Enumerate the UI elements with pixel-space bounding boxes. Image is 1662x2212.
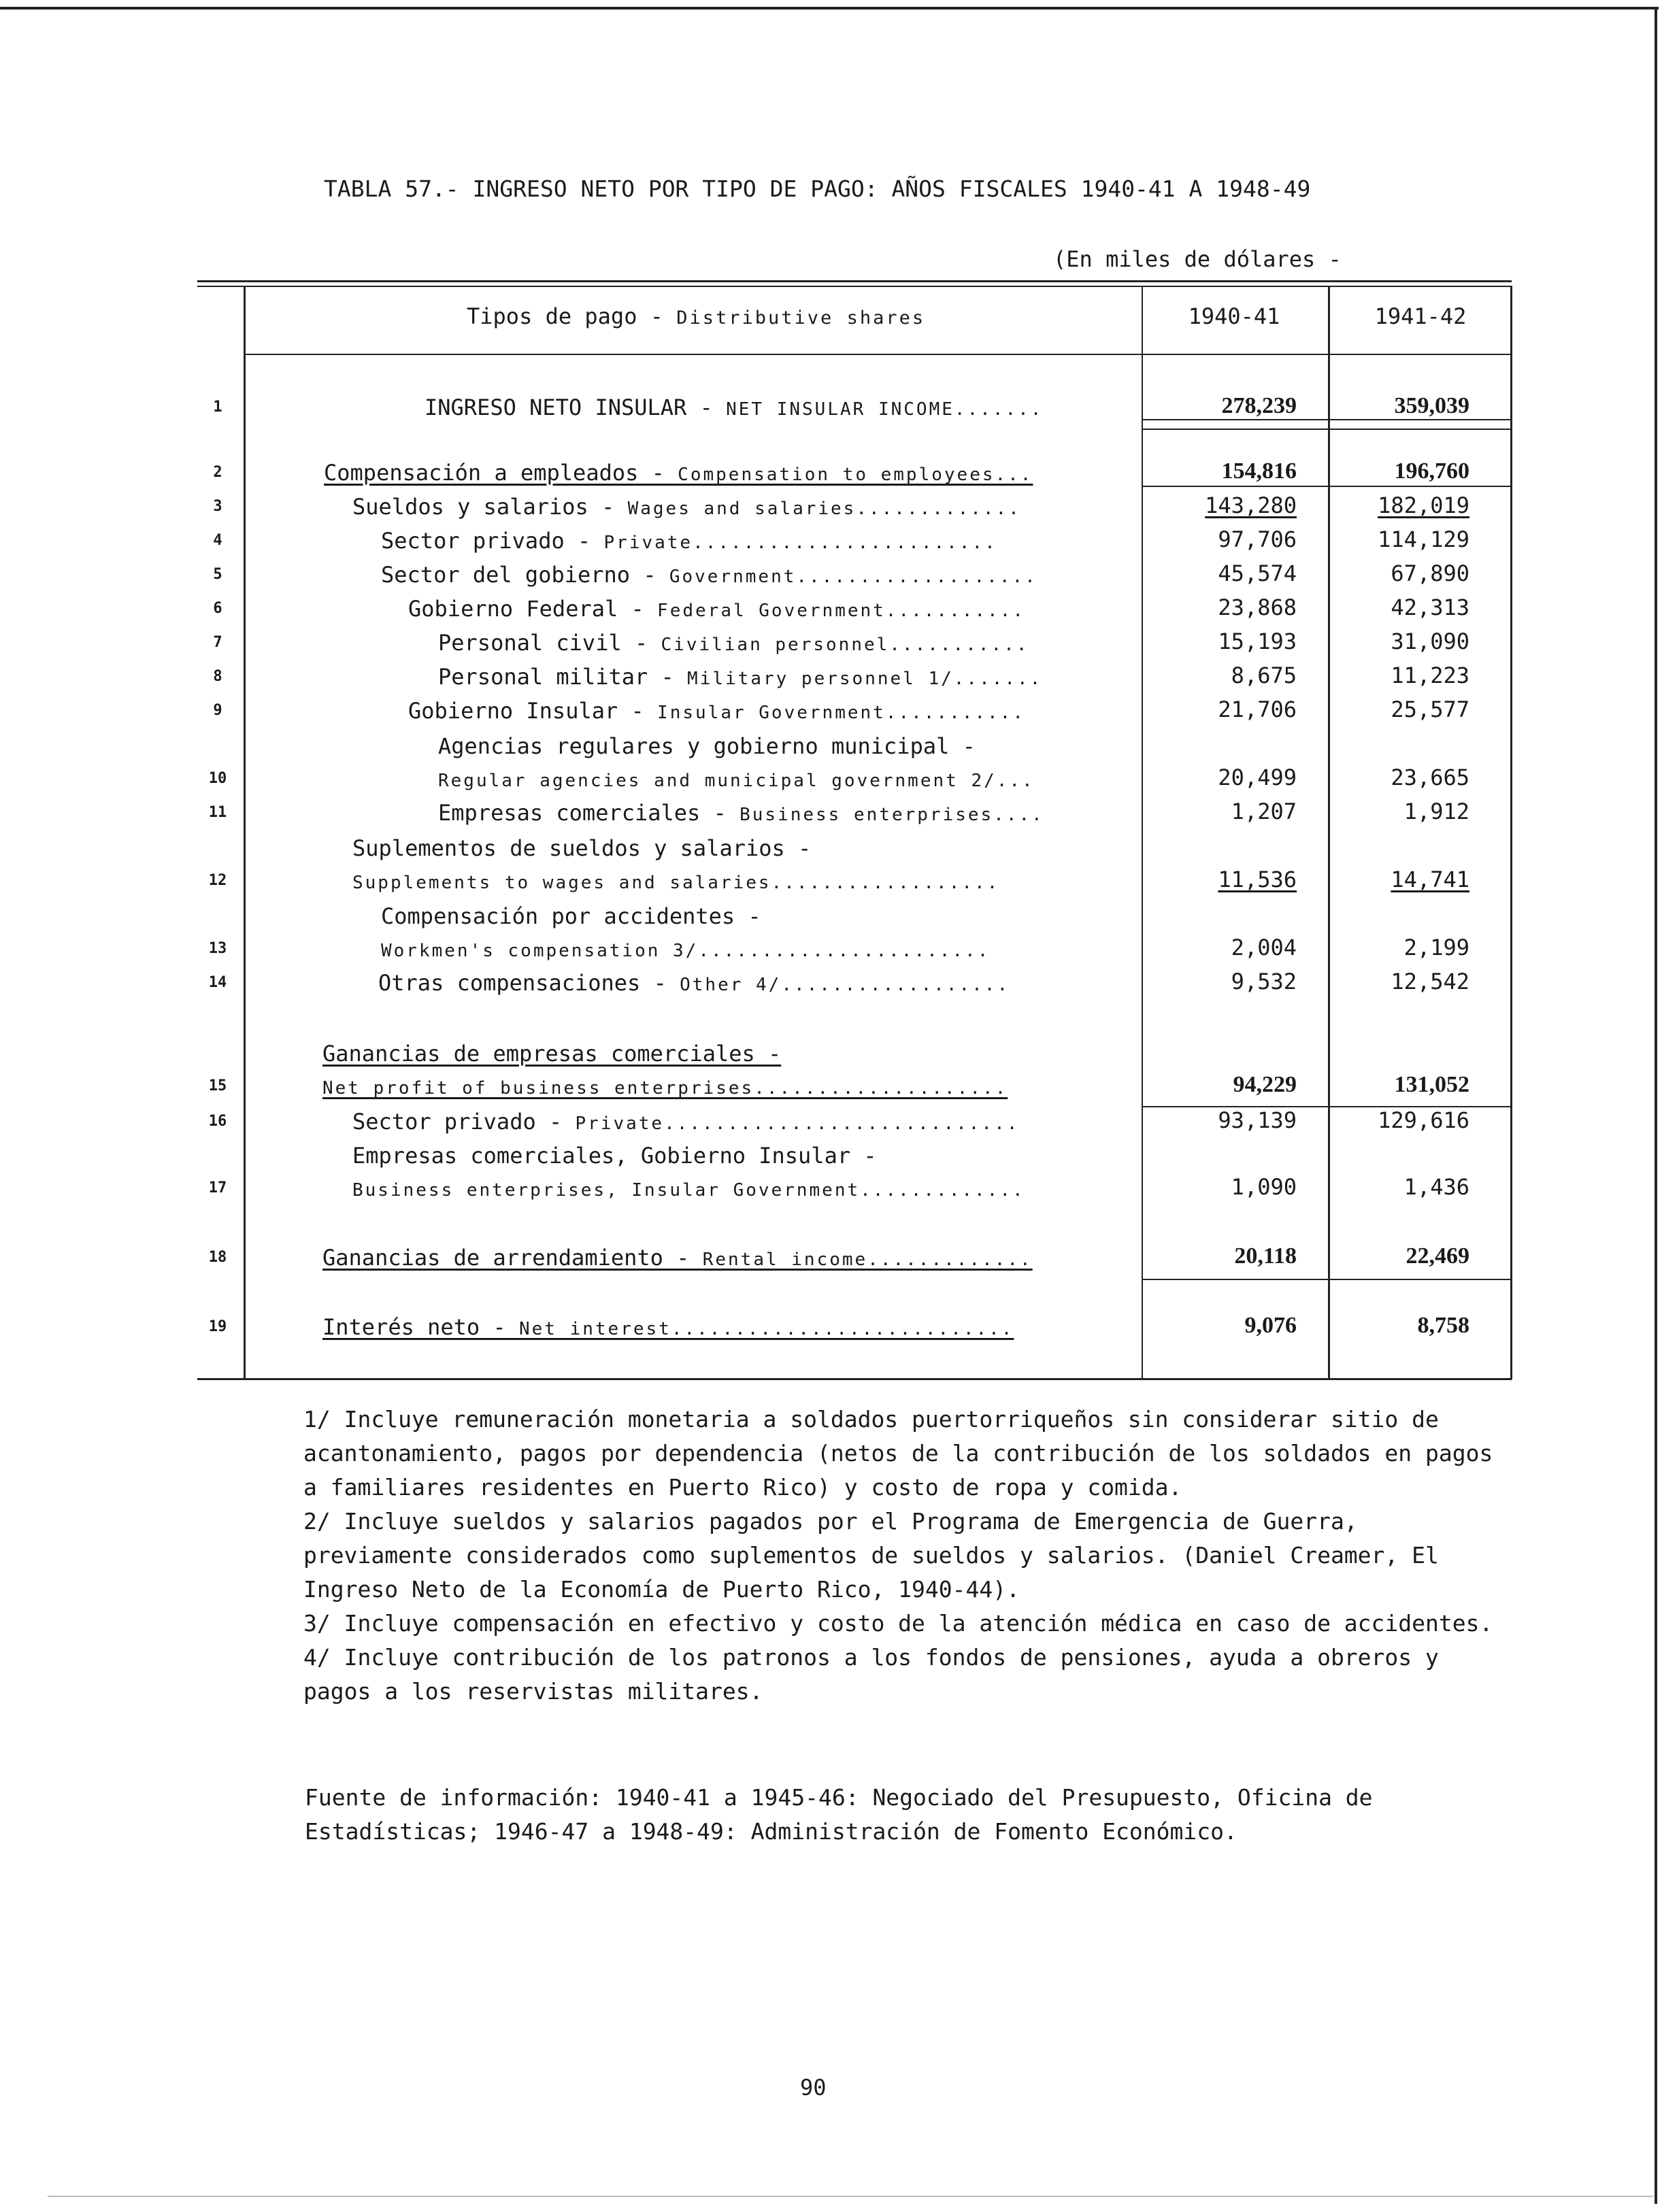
row-label-en: Other 4/.................. [680, 975, 1010, 995]
row-label-es: Agencias regulares y gobierno municipal - [438, 733, 976, 759]
row-value-1941: 11,223 [1391, 663, 1469, 688]
row-label [438, 664, 1042, 690]
row-number: 9 [213, 702, 222, 719]
row-label [352, 1143, 877, 1169]
units-note: (En miles de dólares - [1053, 246, 1342, 272]
row-value-1940: 278,239 [1221, 393, 1297, 418]
row-value-1940: 143,280 [1205, 492, 1297, 518]
col2-left-line [1328, 286, 1330, 1379]
row-label-en: Business enterprises.... [739, 805, 1044, 825]
row-label-en: Business enterprises, Insular Government............. [352, 1180, 1025, 1201]
row-label-en: NET INSULAR INCOME....... [726, 399, 1044, 420]
row-value-1940: 9,532 [1231, 969, 1297, 994]
row-value-1940: 20,499 [1218, 765, 1297, 790]
row-value-1941: 22,469 [1406, 1243, 1469, 1269]
row-label [322, 1041, 781, 1067]
row-label-es: Sueldos y salarios - [352, 494, 628, 520]
row-label [378, 970, 1010, 996]
row-label-en: Workmen's compensation 3/....................... [381, 941, 991, 961]
row-value-1940: 1,207 [1231, 799, 1297, 824]
row-label [352, 868, 999, 894]
row-label-en: Supplements to wages and salaries.................. [352, 873, 1000, 893]
row-label-es: Sector del gobierno - [381, 562, 669, 588]
row-label-es: Ganancias de arrendamiento - [322, 1245, 703, 1271]
row-label-en: Insular Government........... [657, 703, 1025, 723]
row-value-1940: 97,706 [1218, 526, 1297, 552]
col1-left-line [1142, 286, 1143, 1379]
row-number: 2 [213, 464, 222, 481]
row-value-1941: 31,090 [1391, 629, 1469, 654]
row-label [438, 630, 1029, 656]
header-year-2: 1941-42 [1374, 303, 1467, 329]
page-border-right [1655, 7, 1657, 2204]
row-value-1941: 359,039 [1394, 393, 1469, 418]
row-label-es: Compensación por accidentes - [381, 903, 761, 929]
row-label-es: Interés neto - [322, 1314, 519, 1340]
row-label-en: Government................... [669, 567, 1037, 587]
row-label-es: Empresas comerciales - [438, 800, 740, 826]
page-border-top [0, 7, 1659, 10]
row-label-en: Federal Government........... [657, 601, 1025, 621]
row-label [408, 596, 1025, 622]
row-value-1941: 131,052 [1394, 1072, 1469, 1097]
row-label [322, 1245, 1033, 1271]
row-value-1940: 1,090 [1231, 1174, 1297, 1200]
row-label-es: Empresas comerciales, Gobierno Insular - [352, 1143, 877, 1169]
source-note: Fuente de información: 1940-41 a 1945-46: Negociado del Presupuesto, Oficina de Estadísticas; 1946-47 a 1948-49: Administración de Fomento Económico. [305, 1784, 1373, 1845]
row2-underline [1143, 486, 1512, 487]
row-value-1940: 20,118 [1234, 1243, 1297, 1269]
row-number: 1 [213, 399, 222, 416]
row-label [381, 936, 990, 962]
footnote-4: 4/ Incluye contribución de los patronos a los fondos de pensiones, ayuda a obreros y pagos a los reservistas militares. [303, 1644, 1439, 1705]
row-value-1941: 2,199 [1403, 935, 1469, 960]
row-label [408, 698, 1025, 724]
row-label-en: Civilian personnel........... [661, 635, 1029, 655]
row-label-es: Compensación a empleados - [324, 460, 678, 486]
row-label [352, 1109, 1019, 1135]
row-number: 4 [213, 532, 222, 549]
row-value-1940: 8,675 [1231, 663, 1297, 688]
row-number: 15 [208, 1077, 227, 1094]
row-number: 8 [213, 668, 222, 685]
row-number: 18 [208, 1249, 227, 1266]
col2-right-line [1510, 286, 1512, 1379]
row-label-es: Gobierno Insular - [408, 698, 658, 724]
footnote-2: 2/ Incluye sueldos y salarios pagados por el Programa de Emergencia de Guerra, previamente considerados como suplementos de sueldos y salarios. (Daniel Creamer, El Ingreso Neto de la Economía de Puerto Rico, 1940-44). [303, 1508, 1439, 1603]
row-label-es: INGRESO NETO INSULAR - [425, 395, 727, 420]
row-label-en: Net profit of business enterprises.................... [322, 1078, 1008, 1099]
row-value-1941: 67,890 [1391, 560, 1469, 586]
row-label-es: Sector privado - [352, 1109, 576, 1135]
row1-underline-a [1143, 419, 1512, 420]
row-label-es: Personal civil - [438, 630, 661, 656]
row-number: 17 [208, 1179, 227, 1196]
row-value-1941: 1,912 [1403, 799, 1469, 824]
header-year-1: 1940-41 [1188, 303, 1280, 329]
row-label-en: Regular agencies and municipal government 2/... [438, 771, 1035, 791]
row-number: 19 [208, 1318, 227, 1335]
table-top-line-2 [197, 286, 1512, 287]
header-label-es: Tipos de pago - [467, 303, 677, 329]
row-number: 16 [208, 1113, 227, 1130]
row-label-en: Net interest........................... [518, 1319, 1014, 1339]
row-label [352, 1175, 1025, 1201]
row-label [381, 903, 761, 929]
row-value-1941: 114,129 [1378, 526, 1469, 552]
row18-underline [1143, 1279, 1512, 1280]
row-value-1941: 25,577 [1391, 697, 1469, 722]
row-label-es: Otras compensaciones - [378, 970, 680, 996]
row-value-1940: 21,706 [1218, 697, 1297, 722]
row-value-1940: 45,574 [1218, 560, 1297, 586]
page-number: 90 [800, 2075, 827, 2100]
row-label [352, 835, 811, 861]
row-number: 14 [208, 974, 227, 991]
row-number: 6 [213, 600, 222, 617]
page-bottom-line [48, 2196, 1653, 2197]
row-value-1940: 93,139 [1218, 1107, 1297, 1133]
row-number: 13 [208, 940, 227, 957]
table-title: TABLA 57.- INGRESO NETO POR TIPO DE PAGO: AÑOS FISCALES 1940-41 A 1948-49 [324, 175, 1311, 202]
row-number: 10 [208, 770, 227, 787]
table-bottom-line [197, 1378, 1512, 1380]
header-label [467, 303, 925, 329]
row-label-es: Suplementos de sueldos y salarios - [352, 835, 812, 861]
row-label-en: Military personnel 1/....... [687, 669, 1043, 689]
row-label [322, 1314, 1014, 1340]
row-label [438, 733, 976, 759]
row-value-1941: 1,436 [1403, 1174, 1469, 1200]
row-label-es: Ganancias de empresas comerciales - [322, 1041, 782, 1067]
row-value-1940: 23,868 [1218, 594, 1297, 620]
row-value-1940: 94,229 [1233, 1072, 1297, 1097]
row-label [324, 460, 1033, 486]
row-number: 3 [213, 498, 222, 515]
row-value-1940: 154,816 [1221, 458, 1297, 484]
row-value-1941: 129,616 [1378, 1107, 1469, 1133]
row-value-1940: 2,004 [1231, 935, 1297, 960]
row-value-1941: 12,542 [1391, 969, 1469, 994]
row-label [381, 528, 997, 554]
row-label [425, 395, 1043, 420]
row-label-es: Sector privado - [381, 528, 604, 554]
row-value-1941: 42,313 [1391, 594, 1469, 620]
label-col-left-line [244, 286, 246, 1379]
row-label-en: Private............................ [575, 1113, 1020, 1134]
footnote-3: 3/ Incluye compensación en efectivo y costo de la atención médica en caso de accidentes. [303, 1610, 1493, 1637]
row-value-1940: 9,076 [1244, 1313, 1297, 1338]
row-value-1941: 14,741 [1391, 867, 1469, 892]
row-value-1941: 196,760 [1394, 458, 1469, 484]
header-bottom-line [245, 354, 1512, 355]
row-label-en: Rental income............. [702, 1250, 1033, 1270]
row-label [381, 562, 1037, 588]
row1-underline-b [1143, 429, 1512, 430]
table-top-line [197, 280, 1512, 282]
row-number: 7 [213, 634, 222, 651]
row-number: 11 [208, 804, 227, 821]
row-number: 12 [208, 872, 227, 889]
row-label-es: Personal militar - [438, 664, 688, 690]
row-label-en: Wages and salaries............. [627, 499, 1021, 519]
row-value-1941: 23,665 [1391, 765, 1469, 790]
footnotes [282, 1403, 1520, 1709]
row-value-1940: 15,193 [1218, 629, 1297, 654]
row-label [438, 766, 1035, 792]
row-label-es: Gobierno Federal - [408, 596, 658, 622]
row-label [322, 1073, 1008, 1099]
header-label-en: Distributive shares [676, 307, 926, 329]
row-label-en: Compensation to employees... [678, 465, 1033, 485]
row-label-en: Private........................ [603, 533, 997, 553]
row-value-1941: 182,019 [1378, 492, 1469, 518]
row-label [438, 800, 1044, 826]
footnote-1: 1/ Incluye remuneración monetaria a soldados puertorriqueños sin considerar sitio de acantonamiento, pagos por dependencia (netos de la contribución de los soldados en pagos a familiares residentes en Puerto Rico) y costo de ropa y comida. [303, 1406, 1493, 1501]
row-label [352, 494, 1021, 520]
row-number: 5 [213, 566, 222, 583]
row-value-1940: 11,536 [1218, 867, 1297, 892]
row-value-1941: 8,758 [1417, 1313, 1469, 1338]
